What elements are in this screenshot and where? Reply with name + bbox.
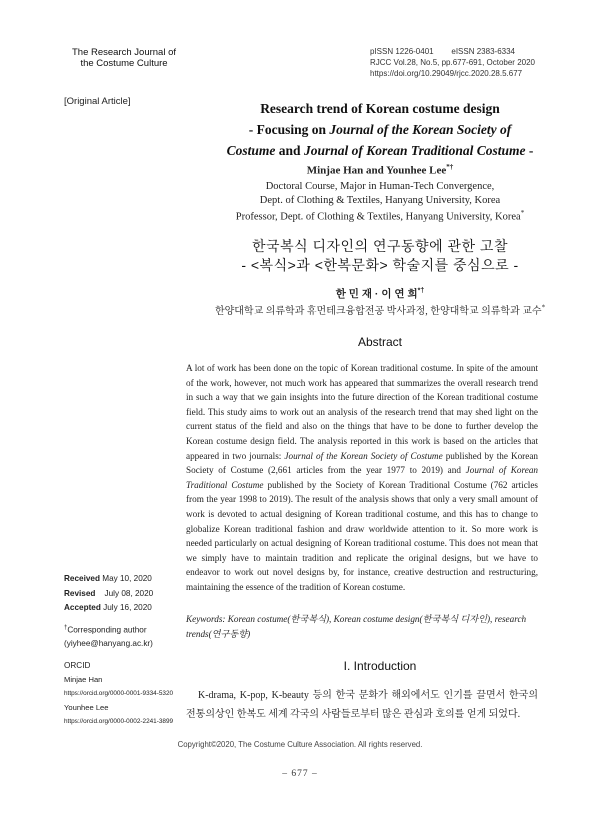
korean-title [185,237,575,275]
korean-title-line1: 한국복식 디자인의 연구동향에 관한 고찰 [252,238,508,254]
received-date [64,572,153,587]
korean-affiliation-mark: * [541,303,546,312]
orcid-heading: ORCID [64,661,91,670]
page-number: – 677 – [282,769,318,779]
affiliation-line: Dept. of Clothing & Textiles, Hanyang University, Korea [259,194,501,206]
issn-line: pISSN 1226-0401 eISSN 2383-6334 [370,47,515,56]
korean-author-mark: *† [417,287,425,295]
revised-date [64,587,153,602]
article-type: [Original Article] [64,96,131,107]
corresponding-label [64,622,153,637]
corresponding-email[interactable]: (yiyhee@hanyang.ac.kr) [64,638,153,648]
corresponding-label-text: Corresponding author [67,625,147,635]
affiliation-line: Doctoral Course, Major in Human-Tech Convergence, [265,181,495,192]
korean-affiliation [185,302,575,317]
received-value: May 10, 2020 [102,574,152,583]
abstract-journal-name: Journal of Korean Traditional Costume [186,465,539,490]
section-heading: I. Introduction [343,659,417,673]
issn-block [370,46,535,79]
korean-title-line2: - <복식>과 <한복문화> 학술지를 중심으로 - [241,257,519,273]
accepted-label: Accepted [64,603,101,613]
article-dates [64,572,153,616]
journal-name-line1: The Research Journal of [71,47,177,58]
corresponding-author [64,622,153,650]
received-label: Received [64,574,100,583]
abstract-part: A lot of work has been done on the topic of Korean traditional costume. In spite of the amount of the work, however, not much work has appeared that summarizes the overall research trend in such a way that we gain insights into the future direction of the Korean traditional costume field. This study aims to work out an analysis of the research trend that may shed light on the current status of the field and also on the things that have to be done to further develop the Korean costume design field. The analysis reported in this work is based on the articles that appeared in two journals: [186,363,538,461]
revised-value: July 08, 2020 [104,588,154,598]
journal-name-line2: the Costume Culture [80,58,168,69]
korean-authors-text: 한 민 재 · 이 연 희 [335,288,418,300]
title-journal-name: Costume [226,143,276,158]
orcid-link[interactable]: https://orcid.org/0000-0001-9334-5320 [64,690,174,697]
korean-affiliation-text: 한양대학교 의류학과 휴먼테크융합전공 박사과정, 한양대학교 의류학과 교수 [214,306,542,317]
revised-label: Revised [64,588,96,598]
affiliations [185,180,575,224]
affiliation-text: Professor, Dept. of Clothing & Textiles, Hanyang University, Korea [235,211,521,223]
author-names-text: Minjae Han and Younhee Lee [306,164,447,177]
korean-authors [185,286,575,301]
accepted-date [64,601,153,616]
abstract-part: published by the Society of Korean Traditional Costume (762 articles from the year 1998 to 2019). The result of the analysis shows that only a very small amount of work is devoted to actual designing of Korean traditional costume, and this has to change to globalize Korean traditional fashion and draw worldwide attention to it. So more work is needed particularly on actual designing of Korean traditional costume. This does not mean that we simply have to maintain tradition and replicate the original designs, but we have to endeavor to work out novel designs by, for instance, creative destruction and restructuring, maintaining the essence of the tradition of Korean costume. [186,479,538,592]
author-names [185,163,575,177]
affiliation-mark: * [520,209,525,217]
author-mark: *† [446,163,454,171]
title-text: and [275,143,304,158]
volume-line: RJCC Vol.28, No.5, pp.677-691, October 2020 [370,58,535,67]
orcid-name: Younhee Lee [64,703,109,712]
title-text: - Focusing on [248,122,330,137]
doi-link[interactable]: https://doi.org/10.29049/rjcc.2020.28.5.677 [370,69,523,78]
abstract-text [186,361,538,595]
abstract-heading: Abstract [357,335,402,349]
abstract-journal-name: Journal of the Korean Society of Costume [284,450,443,461]
title-journal-name: Journal of Korean Traditional Costume [303,143,526,158]
title-line2 [185,119,575,140]
journal-name [44,47,204,69]
copyright-notice: Copyright©2020, The Costume Culture Association. All rights reserved. [177,740,423,749]
title-journal-name: Journal of the Korean Society of [329,122,512,137]
dagger-mark: † [64,625,68,631]
accepted-value: July 16, 2020 [103,603,152,613]
intro-text: K-drama, K-pop, K-beauty 등의 한국 문화가 해외에서도 인기를 끌면서 한국의 전통의상인 한복도 세계 각국의 사람들로부터 많은 관심과 호의를 얻게 되었다. [186,690,538,720]
orcid-name: Minjae Han [64,675,103,684]
orcid-block [64,659,173,729]
title-line3 [185,140,575,161]
abstract-part: published by the Korean Society of Costume (2,661 articles from the year 1977 to 2019) and [186,450,538,476]
affiliation-line [185,207,575,224]
orcid-link[interactable]: https://orcid.org/0000-0002-2241-3899 [64,718,174,725]
paper-title [185,98,575,161]
title-line1: Research trend of Korean costume design [260,101,500,116]
title-text: - [525,143,534,158]
keywords: Keywords: Korean costume(한국복식), Korean costume design(한국복식 디자인), research trends(연구동향) [186,614,527,639]
